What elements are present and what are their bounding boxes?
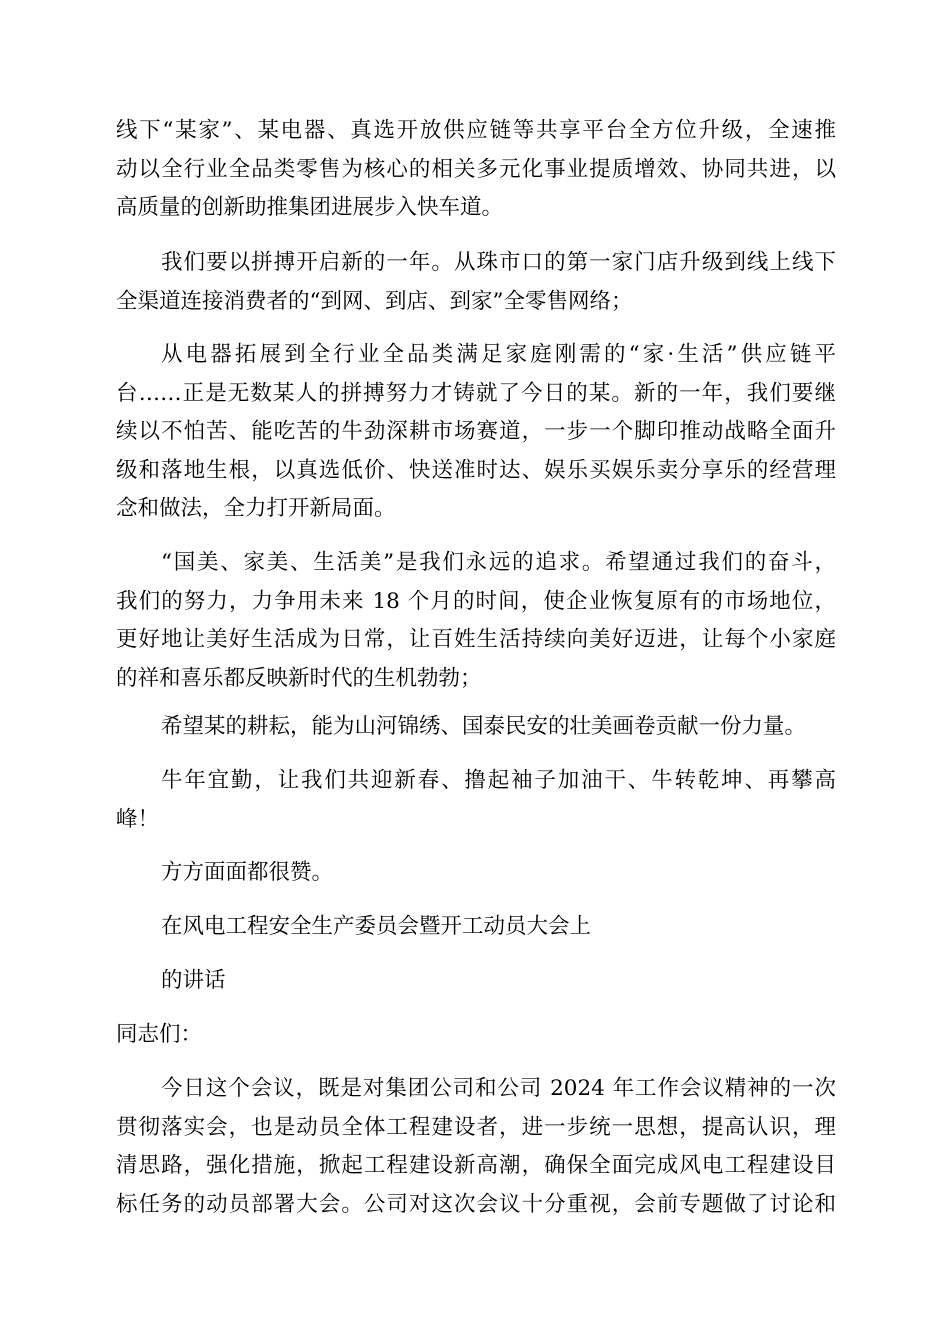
text-line: 同志们：	[116, 1022, 203, 1047]
text-line: 峰！	[116, 806, 160, 832]
text-line: 台……正是无数某人的拼搏努力才铸就了今日的某。新的一年，我们要继	[116, 380, 836, 406]
text-line: 线下“某家”、某电器、真选开放供应链等共享平台全方位升级，全速推	[116, 118, 836, 143]
text-line: 贯彻落实会，也是动员全体工程建设者，进一步统一思想，提高认识，理	[116, 1114, 836, 1140]
text-line: 高质量的创新助推集团进展步入快车道。	[116, 195, 504, 220]
text-line: 清思路，强化措施，掀起工程建设新高潮，确保全面完成风电工程建设目	[116, 1153, 836, 1178]
text-line: 从电器拓展到全行业全品类满足家庭刚需的“家·生活”供应链平	[161, 342, 836, 367]
text-line: 的祥和喜乐都反映新时代的生机勃勃；	[116, 665, 482, 691]
text-line: 我们的努力，力争用未来 18 个月的时间，使企业恢复原有的市场地位，	[116, 588, 836, 614]
text-line: 级和落地生根，以真选低价、快送准时达、娱乐买娱乐卖分享乐的经营理	[116, 457, 836, 483]
text-line: 动以全行业全品类零售为核心的相关多元化事业提质增效、协同共进，以	[116, 156, 836, 182]
text-line: 标任务的动员部署大会。公司对这次会议十分重视，会前专题做了讨论和	[116, 1191, 836, 1217]
paragraph-3	[116, 336, 836, 529]
paragraph-2	[116, 244, 836, 321]
text-line: 念和做法，全力打开新局面。	[116, 496, 396, 521]
text-line: “国美、家美、生活美”是我们永远的追求。希望通过我们的奋斗，	[161, 550, 836, 575]
paragraph-11	[116, 1070, 836, 1224]
speech-title-line-1	[116, 908, 836, 947]
paragraph-5	[116, 708, 836, 747]
text-line: 我们要以拼搏开启新的一年。从珠市口的第一家门店升级到线上线下	[161, 250, 836, 275]
text-line: 牛年宜勤，让我们共迎新春、撸起袖子加油干、牛转乾坤、再攀高	[161, 768, 836, 793]
speech-title-line-2	[116, 962, 836, 1001]
paragraph-4	[116, 544, 836, 698]
text-line: 更好地让美好生活成为日常，让百姓生活持续向美好迈进，让每个小家庭	[116, 627, 836, 652]
paragraph-1	[116, 112, 836, 228]
text-line: 希望某的耕耘，能为山河锦绣、国泰民安的壮美画卷贡献一份力量。	[161, 714, 807, 739]
text-line: 的讲话	[161, 968, 226, 993]
text-line: 在风电工程安全生产委员会暨开工动员大会上	[161, 914, 592, 939]
text-line: 方方面面都很赞。	[161, 860, 334, 885]
salutation	[116, 1016, 836, 1055]
paragraph-7	[116, 854, 836, 893]
text-line: 续以不怕苦、能吃苦的牛劲深耕市场赛道，一步一个脚印推动战略全面升	[116, 419, 836, 444]
text-line: 全渠道连接消费者的“到网、到店、到家”全零售网络；	[116, 288, 633, 314]
paragraph-6	[116, 762, 836, 839]
text-line: 今日这个会议，既是对集团公司和公司 2024 年工作会议精神的一次	[161, 1076, 836, 1101]
